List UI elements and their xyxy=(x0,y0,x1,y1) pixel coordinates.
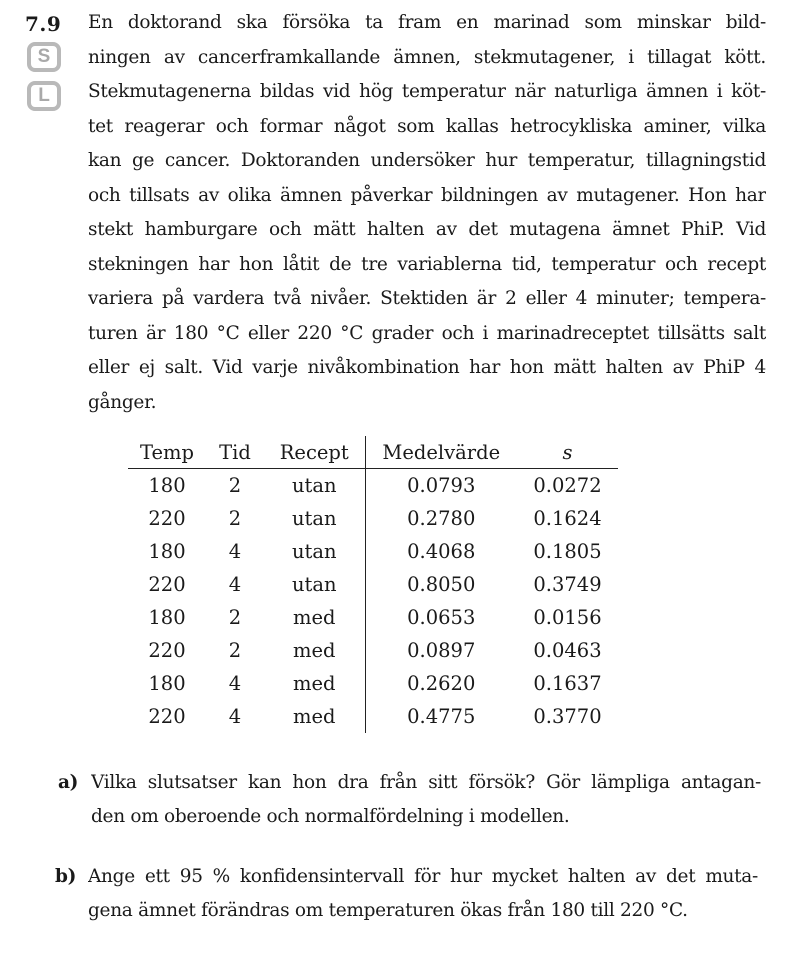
table-cell: 220 xyxy=(148,705,186,728)
col-header-tid: Tid xyxy=(206,436,264,469)
table-cell: 0.0897 xyxy=(407,639,476,662)
subquestion-a xyxy=(58,766,761,834)
table-cell: 0.4068 xyxy=(407,540,476,563)
table-cell: 0.3749 xyxy=(533,573,602,596)
table-cell: 0.3770 xyxy=(533,705,602,728)
table-cell: 0.1805 xyxy=(533,540,602,563)
paragraph-line: variera på vardera två nivåer. Stektiden är 2 eller 4 minuter; tempera- xyxy=(88,288,766,309)
table-cell: 180 xyxy=(148,606,186,629)
answer-badge xyxy=(27,81,61,111)
paragraph-line: Stekmutagenerna bildas vid hög temperatur när naturliga ämnen i köt- xyxy=(88,81,766,102)
table-row xyxy=(128,568,618,601)
col-header-s: s xyxy=(517,436,618,469)
table-cell: 2 xyxy=(228,474,242,497)
subquestion-a-text xyxy=(91,766,761,834)
col-header-recept: Recept xyxy=(264,436,365,469)
table-row xyxy=(128,667,618,700)
paragraph-line: turen är 180 °C eller 220 °C grader och i marinadreceptet tillsätts salt xyxy=(88,322,766,344)
table-cell: 2 xyxy=(228,606,242,629)
table-cell: 220 xyxy=(148,507,186,530)
solution-badge xyxy=(27,42,61,72)
paragraph-line: kan ge cancer. Doktoranden undersöker hur temperatur, tillagningstid xyxy=(88,150,766,171)
table-cell: 0.2620 xyxy=(407,672,476,695)
table-cell: 0.8050 xyxy=(407,573,476,596)
subquestion-line: den om oberoende och normalfördelning i modellen. xyxy=(91,806,570,827)
table-row xyxy=(128,502,618,535)
table-cell: 0.4775 xyxy=(407,705,476,728)
problem-statement xyxy=(88,6,766,420)
table-cell: 4 xyxy=(228,705,242,728)
table-row xyxy=(128,601,618,634)
paragraph-line: stekt hamburgare och mätt halten av det mutagena ämnet PhiP. Vid xyxy=(88,219,766,240)
table-cell: 2 xyxy=(228,639,242,662)
subquestion-line: Vilka slutsatser kan hon dra från sitt försök? Gör lämpliga antagan- xyxy=(91,772,761,793)
table-cell: 0.0463 xyxy=(533,639,602,662)
table-row xyxy=(128,469,618,503)
table-cell: utan xyxy=(264,502,365,535)
table-header-row xyxy=(128,436,618,469)
table-cell: 220 xyxy=(148,639,186,662)
paragraph-line: eller ej salt. Vid varje nivåkombination har hon mätt halten av PhiP 4 xyxy=(88,357,766,378)
table-cell: 220 xyxy=(148,573,186,596)
table-cell: utan xyxy=(264,469,365,503)
paragraph-line: stekningen har hon låtit de tre variablerna tid, temperatur och recept xyxy=(88,253,766,275)
table-cell: 0.1637 xyxy=(533,672,602,695)
table-row xyxy=(128,634,618,667)
table-cell: med xyxy=(264,667,365,700)
table-cell: 180 xyxy=(148,474,186,497)
table-cell: 0.0272 xyxy=(533,474,602,497)
paragraph-line: tet reagerar och formar något som kallas hetrocykliska aminer, vilka xyxy=(88,115,766,137)
table-cell: 4 xyxy=(228,540,242,563)
exercise-number: 7.9 xyxy=(25,12,62,36)
table-cell: 2 xyxy=(228,507,242,530)
measurement-table xyxy=(128,436,618,733)
subquestion-b xyxy=(55,860,758,928)
table-cell: med xyxy=(264,700,365,733)
paragraph-line: ningen av cancerframkallande ämnen, stekmutagener, i tillagat kött. xyxy=(88,46,766,68)
table-cell: 4 xyxy=(228,672,242,695)
table-cell: 0.0156 xyxy=(533,606,602,629)
table-cell: med xyxy=(264,601,365,634)
table-cell: 180 xyxy=(148,540,186,563)
col-header-medelvarde: Medelvärde xyxy=(365,436,517,469)
table-cell: 0.0793 xyxy=(407,474,476,497)
answer-badge-label: L xyxy=(38,85,50,106)
subquestion-a-label: a) xyxy=(58,772,79,793)
solution-badge-label: S xyxy=(37,46,51,67)
subquestion-b-text xyxy=(88,860,758,928)
paragraph-line: gånger. xyxy=(88,391,157,413)
table-cell: 0.1624 xyxy=(533,507,602,530)
subquestion-line: gena ämnet förändras om temperaturen ökas från 180 till 220 °C. xyxy=(88,900,688,921)
col-header-temp: Temp xyxy=(128,436,206,469)
paragraph-line: En doktorand ska försöka ta fram en marinad som minskar bild- xyxy=(88,12,766,33)
table-cell: med xyxy=(264,634,365,667)
subquestion-line: Ange ett 95 % konfidensintervall för hur mycket halten av det muta- xyxy=(88,866,758,887)
table-cell: utan xyxy=(264,568,365,601)
table-cell: 0.2780 xyxy=(407,507,476,530)
table-cell: 0.0653 xyxy=(407,606,476,629)
subquestion-b-label: b) xyxy=(55,866,77,887)
table-row xyxy=(128,535,618,568)
table-cell: 180 xyxy=(148,672,186,695)
table-row xyxy=(128,700,618,733)
table-cell: 4 xyxy=(228,573,242,596)
paragraph-line: och tillsats av olika ämnen påverkar bildningen av mutagener. Hon har xyxy=(88,184,766,206)
table-cell: utan xyxy=(264,535,365,568)
